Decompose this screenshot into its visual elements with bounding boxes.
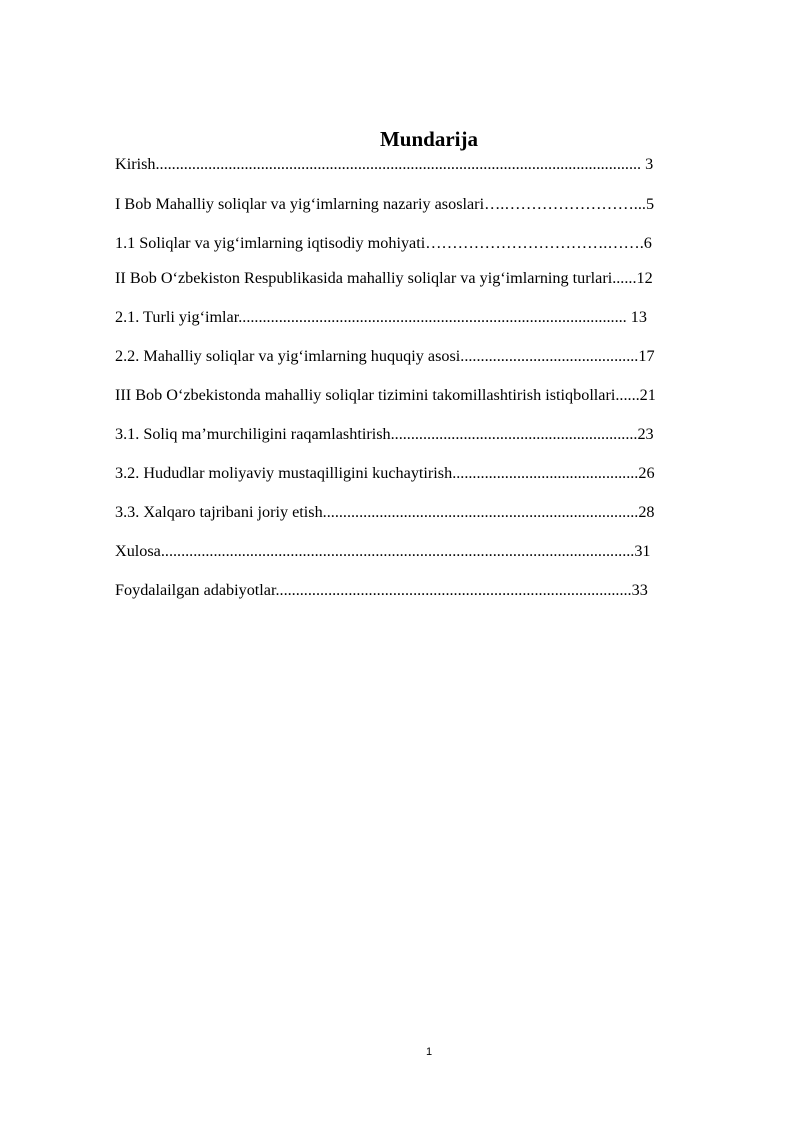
toc-entry-chapter-1 <box>115 193 742 215</box>
page-number: 1 <box>425 1046 433 1058</box>
toc-entry-references <box>115 579 742 601</box>
toc-entry-text: Foydalailgan adabiyotlar........................................................................................33 <box>115 581 648 599</box>
toc-entry-text: 1.1 Soliqlar va yig‘imlarning iqtisodiy mohiyati…………………………….…….6 <box>115 234 652 252</box>
toc-entry-text: Kirish........................................................................................................................ 3 <box>115 155 654 173</box>
toc-entry-text: 3.3. Xalqaro tajribani joriy etish..............................................................................28 <box>115 503 655 521</box>
toc-entry-section-1-1 <box>115 232 742 254</box>
toc-entry-text: III Bob O‘zbekistonda mahalliy soliqlar tizimini takomillashtirish istiqbollari......21 <box>115 386 656 404</box>
toc-entry-text: 3.1. Soliq ma’murchiligini raqamlashtirish.............................................................23 <box>115 425 654 443</box>
page-title: Mundarija <box>379 127 478 151</box>
toc-entry-section-3-1 <box>115 423 742 445</box>
toc-entry-section-2-2 <box>115 345 742 367</box>
toc-entry-section-3-3 <box>115 501 742 523</box>
toc-entry-introduction <box>115 153 742 175</box>
toc-entry-section-3-2 <box>115 462 742 484</box>
toc-entry-text: II Bob O‘zbekiston Respublikasida mahalliy soliqlar va yig‘imlarning turlari......12 <box>115 269 653 287</box>
toc-entry-conclusion <box>115 540 742 562</box>
toc-entry-chapter-3 <box>115 384 742 406</box>
toc-entry-text: I Bob Mahalliy soliqlar va yig‘imlarning nazariy asoslari….……………………...5 <box>115 195 655 213</box>
toc-entry-section-2-1 <box>115 306 742 328</box>
toc-entry-text: 3.2. Hududlar moliyaviy mustaqilligini kuchaytirish..............................................26 <box>115 464 655 482</box>
toc-entry-text: Xulosa.....................................................................................................................31 <box>115 542 651 560</box>
toc-entry-text: 2.2. Mahalliy soliqlar va yig‘imlarning huquqiy asosi............................................17 <box>115 347 655 365</box>
toc-entry-chapter-2 <box>115 267 742 289</box>
toc-entry-text: 2.1. Turli yig‘imlar................................................................................................ 13 <box>115 308 647 326</box>
